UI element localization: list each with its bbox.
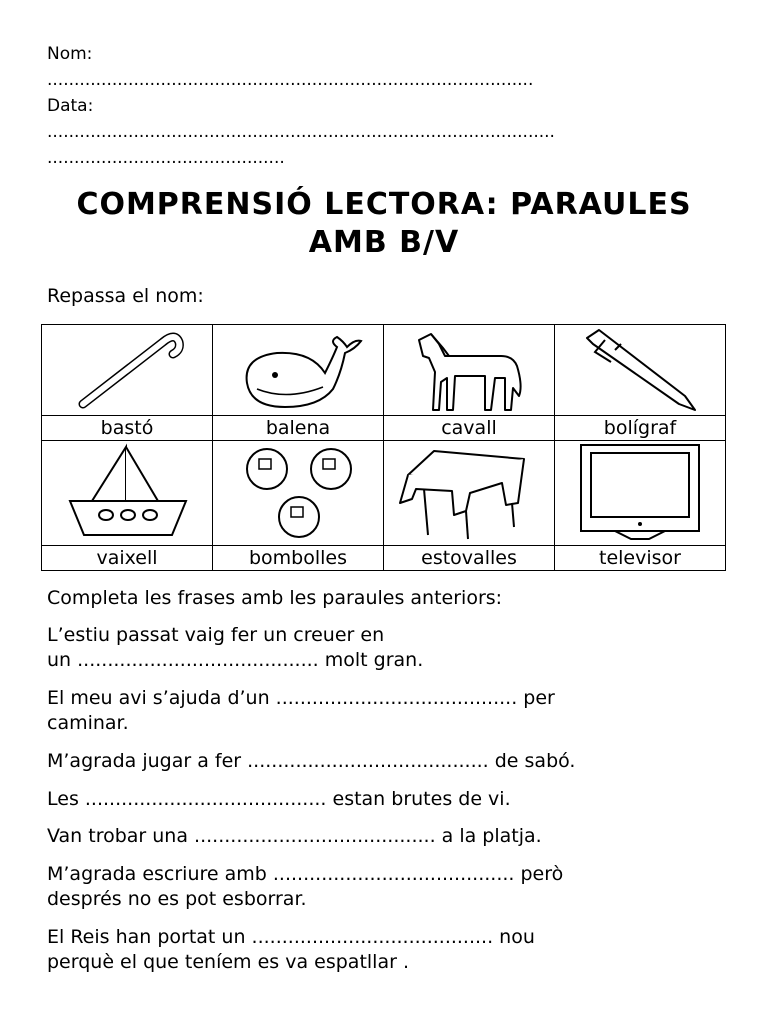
word-basto: bastó [42, 416, 213, 441]
sentence-4 [47, 787, 737, 812]
date-blank-line-2: ............................................ [47, 148, 285, 168]
picture-cell-boat [42, 441, 213, 546]
sentence-1-line-1: L’estiu passat vaig fer un creuer en [47, 624, 385, 646]
picture-cell-whale [213, 325, 384, 416]
word-balena: balena [213, 416, 384, 441]
sentence-3-line-1: M’agrada jugar a fer ........................................ de sabó. [47, 750, 576, 772]
pen-icon [575, 326, 705, 414]
picture-cell-bubbles [213, 441, 384, 546]
television-icon [575, 443, 705, 543]
word-row-2 [42, 546, 726, 571]
sentence-6-line-2: després no es pot esborrar. [47, 888, 307, 910]
bubbles-icon [233, 443, 363, 543]
sentence-2 [47, 686, 737, 736]
sentence-7-line-2: perquè el que teníem es va espatllar . [47, 951, 409, 973]
sentence-5-line-1: Van trobar una ........................................ a la platja. [47, 825, 542, 847]
word-bombolles: bombolles [213, 546, 384, 571]
date-label: Data: [47, 96, 94, 116]
sentence-6 [47, 862, 737, 912]
title-line-1: COMPRENSIÓ LECTORA: PARAULES [76, 187, 692, 222]
boat-icon [62, 443, 192, 543]
instruction-trace-names: Repassa el nom: [47, 285, 204, 307]
name-label: Nom: [47, 44, 93, 64]
whale-icon [233, 327, 363, 413]
sentence-3 [47, 749, 737, 774]
picture-cell-tablecloth [384, 441, 555, 546]
sentence-2-line-2: caminar. [47, 712, 129, 734]
word-boligraf: bolígraf [555, 416, 726, 441]
horse-icon [409, 326, 529, 414]
sentence-7 [47, 925, 737, 975]
page-title [0, 186, 768, 262]
sentence-4-line-1: Les ........................................ estan brutes de vi. [47, 788, 511, 810]
name-blank-line: .......................................................................................... [47, 70, 534, 90]
sentence-5 [47, 824, 737, 849]
picture-row-1 [42, 325, 726, 416]
sentence-2-line-1: El meu avi s’ajuda d’un ........................................ per [47, 687, 555, 709]
title-line-2: AMB B/V [308, 225, 460, 260]
word-vaixell: vaixell [42, 546, 213, 571]
word-estovalles: estovalles [384, 546, 555, 571]
sentence-1 [47, 623, 737, 673]
sentence-7-line-1: El Reis han portat un ........................................ nou [47, 926, 535, 948]
picture-cell-pen [555, 325, 726, 416]
sentence-6-line-1: M’agrada escriure amb ........................................ però [47, 863, 564, 885]
picture-cell-horse [384, 325, 555, 416]
word-televisor: televisor [555, 546, 726, 571]
sentence-1-line-2: un ........................................ molt gran. [47, 649, 424, 671]
word-cavall: cavall [384, 416, 555, 441]
picture-cell-cane [42, 325, 213, 416]
vocabulary-table [41, 324, 726, 571]
tablecloth-icon [394, 443, 544, 543]
word-row-1 [42, 416, 726, 441]
picture-row-2 [42, 441, 726, 546]
date-blank-line-1: .............................................................................................. [47, 122, 555, 142]
instruction-complete-sentences: Completa les frases amb les paraules anteriors: [47, 587, 503, 609]
cane-icon [67, 326, 187, 414]
picture-cell-television [555, 441, 726, 546]
